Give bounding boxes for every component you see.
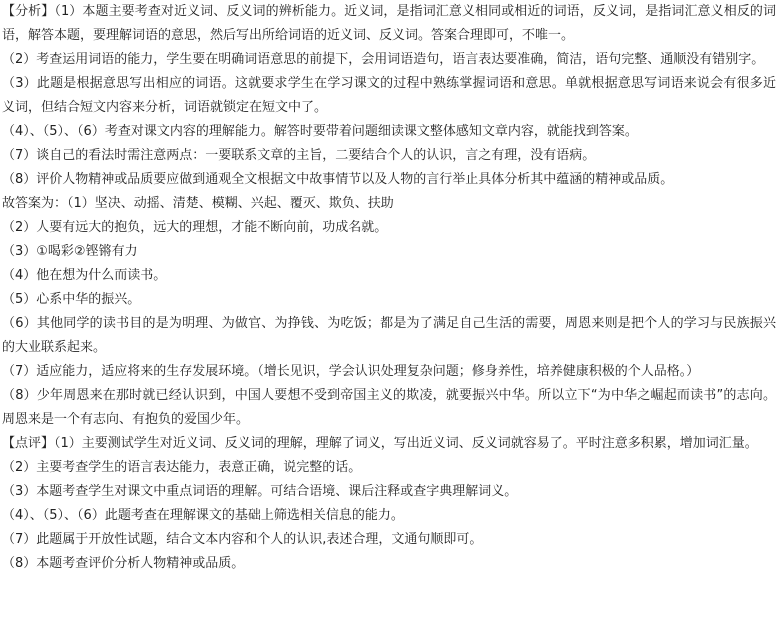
comment-paragraph: （4）、（5）、（6）此题考查在理解课文的基础上筛选相关信息的能力。 xyxy=(2,508,404,523)
answer-paragraph: （3）①喝彩②铿锵有力 xyxy=(2,244,138,259)
analysis-paragraph: （3）此题是根据意思写出相应的词语。这就要求学生在学习课文的过程中熟练掌握词语和意思。单就根据意思写词语来说会有很多近义词，但结合短文内容来分析，词语就锁定在短文中了。 xyxy=(2,76,776,115)
analysis-section xyxy=(2,0,776,192)
answer-paragraph: （5）心系中华的振兴。 xyxy=(2,292,141,307)
analysis-paragraph: 【分析】（1）本题主要考查对近义词、反义词的辨析能力。近义词，是指词汇意义相同或相近的词语，反义词，是指词汇意义相反的词语，解答本题，要理解词语的意思，然后写出所给词语的近义词、反义词。答案合理即可，不唯一。 xyxy=(2,4,776,43)
answer-paragraph: （4）他在想为什么而读书。 xyxy=(2,268,167,283)
analysis-paragraph: （2）考查运用词语的能力，学生要在明确词语意思的前提下，会用词语造句，语言表达要准确，简洁，语句完整、通顺没有错别字。 xyxy=(2,52,765,67)
comment-paragraph: （2）主要考查学生的语言表达能力，表意正确，说完整的话。 xyxy=(2,460,362,475)
analysis-paragraph: （7）谈自己的看法时需注意两点：一要联系文章的主旨，二要结合个人的认识，言之有理，没有语病。 xyxy=(2,148,596,163)
comment-paragraph: （7）此题属于开放性试题，结合文本内容和个人的认识,表述合理，文通句顺即可。 xyxy=(2,532,483,547)
comments-section xyxy=(2,432,776,576)
answers-section xyxy=(2,192,776,432)
analysis-paragraph: （8）评价人物精神或品质要应做到通观全文根据文中故事情节以及人物的言行举止具体分析其中蕴涵的精神或品质。 xyxy=(2,172,674,187)
comment-paragraph: （8）本题考查评价分析人物精神或品质。 xyxy=(2,556,245,571)
answer-paragraph: （8）少年周恩来在那时就已经认识到，中国人要想不受到帝国主义的欺凌，就要振兴中华。所以立下“为中华之崛起而读书”的志向。周恩来是一个有志向、有抱负的爱国少年。 xyxy=(2,388,776,427)
comment-paragraph: （3）本题考查学生对课文中重点词语的理解。可结合语境、课后注释或查字典理解词义。 xyxy=(2,484,518,499)
answer-paragraph: （6）其他同学的读书目的是为明理、为做官、为挣钱、为吃饭；都是为了满足自己生活的需要，周恩来则是把个人的学习与民族振兴的大业联系起来。 xyxy=(2,316,776,355)
answer-paragraph: （7）适应能力，适应将来的生存发展环境。（增长见识，学会认识处理复杂问题；修身养性，培养健康积极的个人品格。） xyxy=(2,364,700,379)
answer-paragraph: （2）人要有远大的抱负，远大的理想，才能不断向前，功成名就。 xyxy=(2,220,388,235)
answer-paragraph: 故答案为：（1）坚决、动摇、清楚、模糊、兴起、覆灭、欺负、扶助 xyxy=(2,196,394,211)
analysis-paragraph: （4）、（5）、（6）考查对课文内容的理解能力。解答时要带着问题细读课文整体感知文章内容，就能找到答案。 xyxy=(2,124,638,139)
comment-paragraph: 【点评】（1）主要测试学生对近义词、反义词的理解，理解了词义，写出近义词、反义词就容易了。平时注意多积累，增加词汇量。 xyxy=(2,436,758,451)
